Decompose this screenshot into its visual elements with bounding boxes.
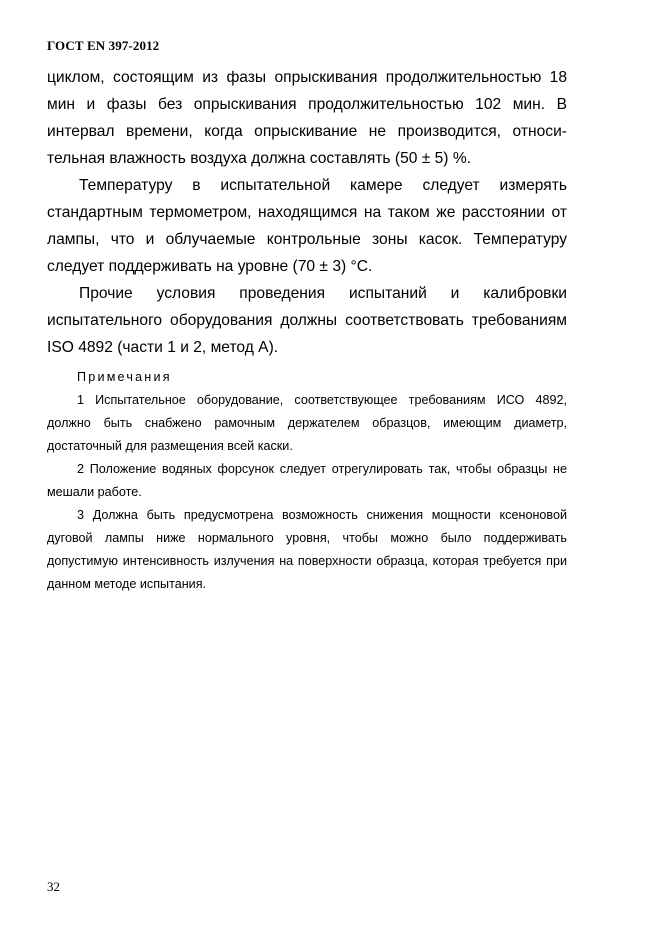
paragraph-line: циклом, состоящим из фазы опрыскивания продолжительностью 18: [47, 69, 567, 86]
paragraph-line: Прочие условия проведения испытаний и калибровки: [79, 285, 567, 302]
paragraph-2: [47, 172, 567, 280]
paragraph-line: Температуру в испытательной камере следует измерять: [79, 177, 567, 194]
paragraph-line: лампы, что и облучаемые контрольные зоны касок. Температуру: [47, 231, 567, 248]
document-code-header: ГОСТ EN 397-2012: [47, 38, 160, 53]
note-item: 2 Положение водяных форсунок следует отрегулировать так, чтобы образцы не мешали работе.: [47, 462, 567, 499]
paragraph-1: [47, 64, 567, 172]
paragraph-3: [47, 280, 567, 361]
notes-list: [47, 389, 567, 596]
notes-label: Примечания: [77, 370, 172, 384]
paragraph-line: испытательного оборудования должны соответствовать требованиям: [47, 312, 567, 329]
note-item: 3 Должна быть предусмотрена возможность снижения мощности ксеноновой дуговой лампы ниже нормального уровня, чтобы можно было поддерживать допустимую интенсивность излучения на поверхности образца, которая требуется при данном методе испытания.: [47, 508, 567, 591]
paragraph-line: следует поддерживать на уровне (70 ± 3) °С.: [47, 258, 373, 275]
paragraph-line: стандартным термометром, находящимся на таком же расстоянии от: [47, 204, 567, 221]
page-number: 32: [47, 879, 60, 894]
paragraph-line: тельная влажность воздуха должна составлять (50 ± 5) %.: [47, 150, 472, 167]
paragraph-line: ISO 4892 (части 1 и 2, метод А).: [47, 339, 279, 356]
paragraph-line: интервал времени, когда опрыскивание не производится, относи-: [47, 123, 567, 140]
note-item: 1 Испытательное оборудование, соответствующее требованиям ИСО 4892, должно быть снабжено рамочным держателем образцов, имеющим диаметр, достаточный для размещения всей каски.: [47, 393, 567, 453]
paragraph-line: мин и фазы без опрыскивания продолжительностью 102 мин. В: [47, 96, 567, 113]
